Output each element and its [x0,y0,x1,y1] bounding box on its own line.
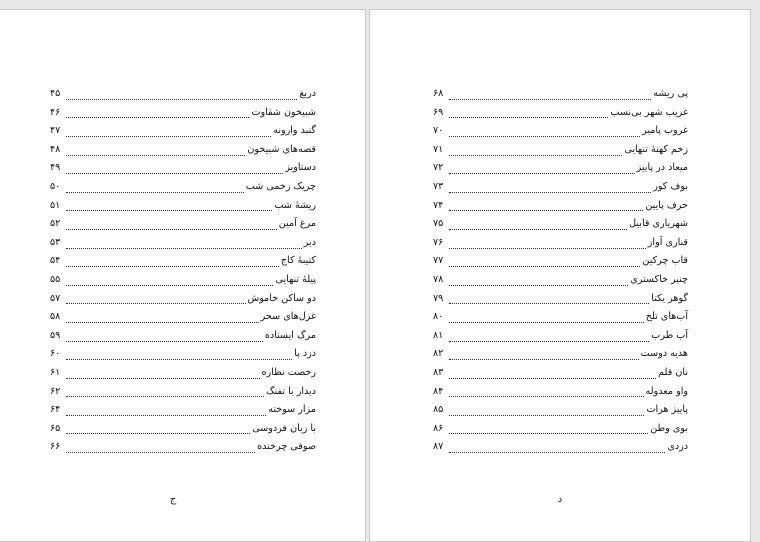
toc-entry-title: مرگ ایستاده [264,329,316,341]
toc-entry-title: نان قلم [658,366,688,378]
toc-entry [50,441,316,460]
dot-leader [66,130,271,137]
dot-leader [66,353,292,360]
toc-entry-title: غریب شهر بی‌نسب [610,106,688,118]
dot-leader [66,204,272,211]
dot-leader [66,427,250,434]
toc-list-left [50,88,316,460]
toc-entry-title: قصه‌های شبیخون [247,143,316,155]
toc-entry [433,274,688,293]
toc-entry-page-number: ۴۶ [50,106,61,118]
dot-leader [66,372,260,379]
toc-entry-page-number: ۸۱ [433,329,444,341]
toc-entry-page-number: ۷۸ [433,273,444,285]
toc-entry-title: پیلهٔ تنهایی [275,273,316,285]
toc-entry-title: پاییز هرات [646,404,688,416]
toc-entry-title: شبیخون شقاوت [251,106,316,118]
toc-entry-page-number: ۶۶ [50,441,61,453]
toc-list-right [433,88,688,460]
dot-leader [66,316,259,323]
dot-leader [66,93,297,100]
toc-entry [50,88,316,107]
toc-entry-page-number: ۴۷ [50,125,61,137]
toc-entry-page-number: ۶۰ [50,348,61,360]
toc-entry [50,144,316,163]
toc-entry [433,88,688,107]
toc-entry [50,293,316,312]
toc-entry-title: دزد پا [294,348,316,360]
toc-entry [50,311,316,330]
toc-entry-page-number: ۶۴ [50,404,61,416]
toc-entry [433,404,688,423]
toc-entry-title: شهریاری قابیل [629,218,688,230]
toc-entry-title: دیر [303,236,316,248]
toc-entry-title: حرف پایین [645,199,688,211]
toc-entry-page-number: ۷۶ [433,236,444,248]
toc-entry-page-number: ۷۱ [433,143,444,155]
dot-leader [449,93,651,100]
toc-entry-title: زخم کهنهٔ تنهایی [624,143,688,155]
toc-entry-title: گنبد وارونه [273,125,316,137]
toc-entry-title: بوی وطن [650,422,688,434]
toc-entry-title: رخصت نظاره [261,366,316,378]
toc-entry-page-number: ۵۴ [50,255,61,267]
dot-leader [66,186,244,193]
toc-entry [50,404,316,423]
toc-entry-page-number: ۵۳ [50,236,61,248]
toc-entry [50,274,316,293]
toc-entry [433,423,688,442]
toc-entry-page-number: ۶۸ [433,88,444,99]
toc-entry-title: چنبر خاکستری [630,273,688,285]
toc-entry [50,125,316,144]
left-page [0,9,366,542]
dot-leader [66,260,279,267]
toc-entry-page-number: ۷۰ [433,125,444,137]
toc-entry [50,200,316,219]
dot-leader [449,223,627,230]
page-folio-left: ج [169,494,177,505]
toc-entry [50,162,316,181]
dot-leader [449,130,640,137]
toc-entry-page-number: ۵۹ [50,329,61,341]
dot-leader [449,390,644,397]
dot-leader [66,390,264,397]
toc-entry [433,348,688,367]
toc-entry-title: غروب پامیر [642,125,688,137]
dot-leader [449,372,656,379]
dot-leader [66,223,277,230]
toc-entry-page-number: ۴۹ [50,162,61,174]
toc-entry-title: قاب چرکین [642,255,688,267]
toc-entry [433,200,688,219]
toc-entry-page-number: ۵۲ [50,218,61,230]
dot-leader [449,279,628,286]
toc-entry [433,125,688,144]
toc-entry-title: آب‌های تلخ [645,311,688,323]
toc-entry-title: بوف کور [653,180,688,192]
toc-entry-title: کتیبهٔ کاج [280,255,316,267]
dot-leader [449,260,640,267]
toc-entry-title: دیدار با تفنگ [266,385,316,397]
dot-leader [66,167,283,174]
toc-entry [50,218,316,237]
toc-entry-page-number: ۷۲ [433,162,444,174]
toc-entry [433,367,688,386]
toc-entry-page-number: ۶۲ [50,385,61,397]
dot-leader [449,297,649,304]
toc-entry-page-number: ۵۷ [50,292,61,304]
toc-entry [50,181,316,200]
toc-entry-page-number: ۵۸ [50,311,61,323]
toc-entry-page-number: ۸۶ [433,422,444,434]
toc-entry-page-number: ۴۵ [50,88,61,99]
toc-entry-title: ریشهٔ شب [274,199,316,211]
toc-entry-page-number: ۵۱ [50,199,61,211]
toc-entry-page-number: ۵۵ [50,273,61,285]
dot-leader [449,167,635,174]
toc-entry [50,107,316,126]
toc-entry-title: دزدی [667,441,688,453]
dot-leader [66,242,302,249]
page-folio-right: د [557,494,563,505]
toc-entry-page-number: ۸۲ [433,348,444,360]
toc-entry [50,386,316,405]
dot-leader [66,279,273,286]
dot-leader [449,204,643,211]
toc-entry-title: مزار سوخته [268,404,316,416]
toc-entry-page-number: ۸۳ [433,366,444,378]
dot-leader [449,186,651,193]
toc-entry-page-number: ۴۸ [50,143,61,155]
toc-entry-page-number: ۷۴ [433,199,444,211]
dot-leader [449,242,646,249]
toc-entry [50,348,316,367]
toc-entry-title: میعاد در پاییز [636,162,688,174]
toc-entry-page-number: ۷۳ [433,180,444,192]
toc-entry-page-number: ۷۹ [433,292,444,304]
toc-entry-title: صوفی چرخنده [257,441,316,453]
toc-entry [433,144,688,163]
dot-leader [449,149,622,156]
toc-entry-title: غزل‌های سحر [260,311,316,323]
dot-leader [449,353,639,360]
dot-leader [449,111,608,118]
toc-entry [433,218,688,237]
toc-entry-title: گوهر یکتا [651,292,688,304]
toc-entry [433,162,688,181]
toc-entry [433,237,688,256]
dot-leader [66,335,263,342]
right-page [369,9,751,542]
toc-entry-page-number: ۸۵ [433,404,444,416]
dot-leader [449,316,644,323]
toc-entry [433,107,688,126]
toc-entry-title: با زبان فردوسی [252,422,316,434]
toc-entry [433,386,688,405]
toc-entry-title: دو ساکن خاموش [247,292,316,304]
toc-entry-page-number: ۸۷ [433,441,444,453]
dot-leader [66,446,255,453]
dot-leader [66,149,245,156]
toc-entry-title: مرغ آمین [278,218,316,230]
toc-entry-page-number: ۶۱ [50,366,61,378]
toc-entry-page-number: ۶۹ [433,106,444,118]
dot-leader [66,409,266,416]
dot-leader [449,446,665,453]
toc-entry [50,237,316,256]
toc-entry [433,181,688,200]
toc-entry-page-number: ۶۵ [50,422,61,434]
toc-entry-page-number: ۸۰ [433,311,444,323]
toc-entry [433,255,688,274]
toc-entry-page-number: ۸۴ [433,385,444,397]
toc-entry [433,293,688,312]
dot-leader [66,297,246,304]
toc-entry-page-number: ۷۵ [433,218,444,230]
dot-leader [66,111,249,118]
toc-entry-title: قناری آواز [647,236,688,248]
dot-leader [449,335,649,342]
toc-entry [50,255,316,274]
toc-entry-page-number: ۵۰ [50,180,61,192]
toc-entry-title: دریغ [299,88,316,99]
toc-entry [50,330,316,349]
toc-entry-page-number: ۷۷ [433,255,444,267]
dot-leader [449,409,644,416]
toc-entry-title: آب طرب [651,329,688,341]
toc-entry-title: هدیه دوست [640,348,688,360]
dot-leader [449,427,648,434]
toc-entry-title: واو معدوله [645,385,688,397]
toc-entry-title: دستاویز [285,162,316,174]
toc-entry [433,441,688,460]
toc-entry-title: پی ریشه [653,88,688,99]
toc-entry [433,330,688,349]
toc-entry [50,423,316,442]
toc-entry [433,311,688,330]
toc-entry [50,367,316,386]
toc-entry-title: چریک زخمی شب [245,180,316,192]
